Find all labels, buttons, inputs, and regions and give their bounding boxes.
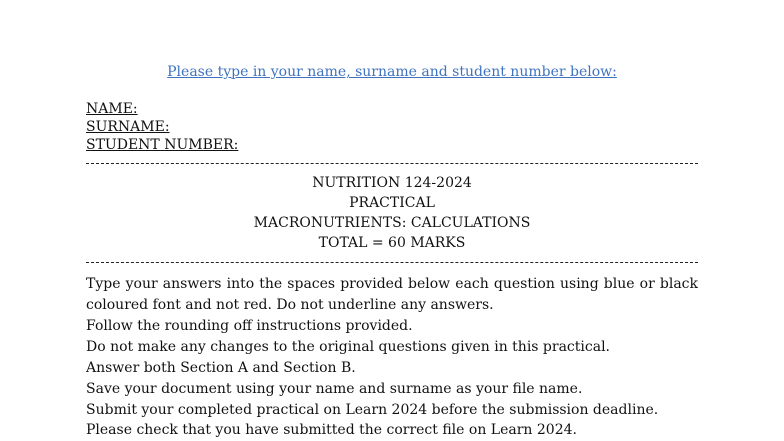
surname-field-label[interactable]: SURNAME: (86, 119, 170, 135)
instruction-rounding: Follow the rounding off instructions provided. (86, 318, 413, 334)
total-marks: TOTAL = 60 MARKS (318, 235, 466, 251)
bottom-divider (86, 262, 698, 263)
instruction-no-changes: Do not make any changes to the original questions given in this practical. (86, 339, 610, 355)
topic-title: MACRONUTRIENTS: CALCULATIONS (253, 215, 531, 231)
name-field-label[interactable]: NAME: (86, 101, 138, 117)
student-number-field-label[interactable]: STUDENT NUMBER: (86, 137, 239, 153)
instruction-answer-format: Type your answers into the spaces provided below each question using blue or black coloured font and not red. Do not underline any answers. (86, 276, 698, 313)
instruction-check-file: Please check that you have submitted the correct file on Learn 2024. (86, 422, 577, 438)
name-instruction-heading: Please type in your name, surname and student number below: (167, 64, 617, 80)
instruction-submit: Submit your completed practical on Learn 2024 before the submission deadline. (86, 402, 659, 418)
course-title: NUTRITION 124-2024 (312, 175, 472, 191)
practical-label: PRACTICAL (349, 195, 435, 211)
instruction-save-file: Save your document using your name and surname as your file name. (86, 381, 583, 397)
instruction-sections: Answer both Section A and Section B. (86, 360, 356, 376)
top-divider (86, 163, 698, 164)
